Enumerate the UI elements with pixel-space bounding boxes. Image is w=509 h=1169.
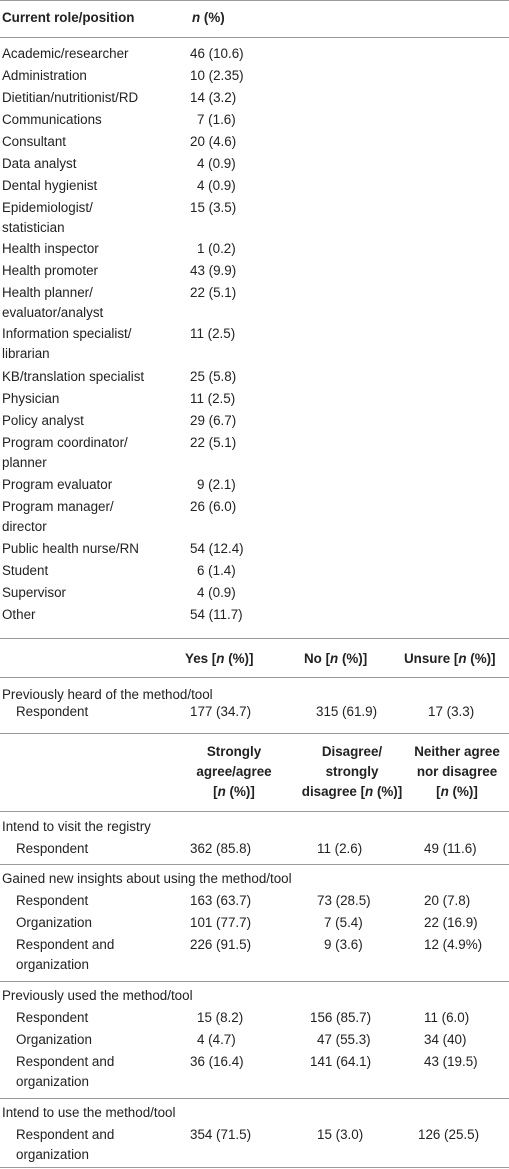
role-value: 11 (2.5) <box>190 326 236 341</box>
agreement-section-title: Intend to use the method/tool <box>2 1105 176 1120</box>
agreement-row-disagree: 141 (64.1) <box>310 1054 372 1069</box>
agreement-row-disagree: 15 (3.0) <box>317 1127 364 1142</box>
agreement-row-label: Respondent and <box>16 937 115 952</box>
role-value: 22 (5.1) <box>190 435 237 450</box>
agreement-row-agree: 4 (4.7) <box>197 1032 236 1047</box>
disagree-header-pct: (%)] <box>373 784 403 799</box>
role-label-cont: statistician <box>2 220 65 235</box>
role-label: Policy analyst <box>2 413 84 428</box>
table-rule-top <box>0 0 509 1</box>
agreement-row-label: Respondent and <box>16 1054 115 1069</box>
roles-header-n: n <box>192 10 201 25</box>
agreement-row-label: Organization <box>16 915 92 930</box>
roles-header-n-pct <box>192 7 225 29</box>
agreement-row-label-cont: organization <box>16 1074 89 1089</box>
disagree-header-line2: strongly <box>325 764 379 779</box>
role-value: 29 (6.7) <box>190 413 237 428</box>
role-label: Academic/researcher <box>2 46 129 61</box>
role-label: Information specialist/ <box>2 326 132 341</box>
role-label: Supervisor <box>2 585 67 600</box>
heard-row-label: Respondent <box>16 704 89 719</box>
agreement-header-rule <box>0 811 509 812</box>
role-value: 54 (11.7) <box>190 607 243 622</box>
agreement-row-agree: 101 (77.7) <box>190 915 252 930</box>
role-label: Physician <box>2 391 60 406</box>
role-label: Program evaluator <box>2 477 113 492</box>
role-value: 14 (3.2) <box>190 90 237 105</box>
agree-header-line1: Strongly <box>206 744 262 759</box>
agreement-row-neither: 126 (25.5) <box>418 1127 480 1142</box>
role-label: Program manager/ <box>2 499 114 514</box>
agreement-row-label: Respondent and <box>16 1127 115 1142</box>
agreement-row-label: Respondent <box>16 893 89 908</box>
role-value: 15 (3.5) <box>190 200 237 215</box>
agree-header-line2: agree/agree <box>196 764 272 779</box>
role-label: Dietitian/nutritionist/RD <box>2 90 139 105</box>
role-label: Administration <box>2 68 87 83</box>
role-value: 4 (0.9) <box>197 178 236 193</box>
agreement-row-neither: 12 (4.9%) <box>424 937 483 952</box>
heard-header-unsure-text: Unsure [ <box>404 651 459 666</box>
agreement-row-agree: 163 (63.7) <box>190 893 252 908</box>
table-rule-bottom <box>0 1167 509 1168</box>
heard-header-unsure <box>404 648 496 670</box>
role-value: 9 (2.1) <box>197 477 236 492</box>
disagree-header-n: n <box>365 784 374 799</box>
agreement-row-disagree: 47 (55.3) <box>317 1032 371 1047</box>
role-value: 54 (12.4) <box>190 541 244 556</box>
role-label: Epidemiologist/ <box>2 200 93 215</box>
role-label-cont: director <box>2 519 47 534</box>
role-value: 4 (0.9) <box>197 156 236 171</box>
agree-header-line3 <box>176 782 292 802</box>
heard-header-no-text: No [ <box>304 651 331 666</box>
neither-header-bracket: [ <box>436 784 441 799</box>
agreement-section-title: Gained new insights about using the method/tool <box>2 871 292 886</box>
role-label: KB/translation specialist <box>2 369 145 384</box>
agreement-row-agree: 226 (91.5) <box>190 937 252 952</box>
role-value: 7 (1.6) <box>197 112 236 127</box>
role-label: Communications <box>2 112 102 127</box>
agreement-row-neither: 20 (7.8) <box>424 893 471 908</box>
heard-header-no-n: n <box>330 651 339 666</box>
role-value: 26 (6.0) <box>190 499 237 514</box>
agreement-row-label-cont: organization <box>16 1147 89 1162</box>
role-label: Consultant <box>2 134 67 149</box>
role-label: Public health nurse/RN <box>2 541 139 556</box>
neither-header-line2: nor disagree <box>416 764 498 779</box>
role-label: Data analyst <box>2 156 77 171</box>
agree-header-n: n <box>217 784 226 799</box>
role-value: 1 (0.2) <box>197 241 236 256</box>
heard-row-unsure: 17 (3.3) <box>428 704 475 719</box>
role-label-cont: librarian <box>2 346 50 361</box>
disagree-header-line3 <box>290 782 414 802</box>
heard-row-no: 315 (61.9) <box>316 704 378 719</box>
role-label: Health promoter <box>2 263 99 278</box>
agreement-row-label-cont: organization <box>16 957 89 972</box>
heard-section-title: Previously heard of the method/tool <box>2 687 213 702</box>
agreement-row-agree: 354 (71.5) <box>190 1127 252 1142</box>
heard-header-unsure-n: n <box>458 651 467 666</box>
disagree-header-word: disagree [ <box>301 784 366 799</box>
agreement-row-neither: 43 (19.5) <box>424 1054 478 1069</box>
heard-row-yes: 177 (34.7) <box>190 704 252 719</box>
agreement-section-title: Previously used the method/tool <box>2 988 193 1003</box>
role-label-cont: planner <box>2 455 47 470</box>
heard-header-no-suffix: (%)] <box>338 651 368 666</box>
role-label: Health planner/ <box>2 285 93 300</box>
heard-header-yes-suffix: (%)] <box>224 651 254 666</box>
agreement-row-neither: 11 (6.0) <box>424 1010 470 1025</box>
agreement-row-disagree: 73 (28.5) <box>317 893 371 908</box>
agreement-row-agree: 36 (16.4) <box>190 1054 244 1069</box>
role-label: Health inspector <box>2 241 99 256</box>
agreement-row-disagree: 156 (85.7) <box>310 1010 372 1025</box>
heard-header-yes-text: Yes [ <box>185 651 217 666</box>
agreement-row-label: Organization <box>16 1032 92 1047</box>
agreement-row-label: Respondent <box>16 1010 89 1025</box>
heard-header-unsure-suffix: (%)] <box>466 651 496 666</box>
roles-header-role: Current role/position <box>2 10 135 25</box>
role-label: Other <box>2 607 36 622</box>
role-value: 22 (5.1) <box>190 285 237 300</box>
roles-table-bottom-rule <box>0 638 509 639</box>
role-label: Dental hygienist <box>2 178 98 193</box>
section-divider <box>0 981 509 982</box>
role-value: 11 (2.5) <box>190 391 236 406</box>
agreement-row-disagree: 11 (2.6) <box>317 841 363 856</box>
role-label-cont: evaluator/analyst <box>2 305 104 320</box>
role-value: 20 (4.6) <box>190 134 237 149</box>
role-value: 10 (2.35) <box>190 68 244 83</box>
role-label: Student <box>2 563 49 578</box>
agreement-row-neither: 34 (40) <box>424 1032 467 1047</box>
agreement-row-label: Respondent <box>16 841 89 856</box>
neither-header-line1: Neither agree <box>414 744 500 759</box>
role-value: 43 (9.9) <box>190 263 237 278</box>
heard-header-rule <box>0 677 509 678</box>
agree-header-bracket: [ <box>213 784 218 799</box>
neither-header-n: n <box>440 784 449 799</box>
heard-header-yes-n: n <box>216 651 225 666</box>
disagree-header-line1: Disagree/ <box>321 744 383 759</box>
neither-header-pct: (%)] <box>448 784 478 799</box>
role-value: 25 (5.8) <box>190 369 237 384</box>
agreement-row-agree: 15 (8.2) <box>197 1010 244 1025</box>
agreement-row-agree: 362 (85.8) <box>190 841 252 856</box>
agreement-row-neither: 22 (16.9) <box>424 915 478 930</box>
neither-header-line3 <box>404 782 509 802</box>
heard-table-bottom-rule <box>0 733 509 734</box>
agree-header-pct: (%)] <box>225 784 255 799</box>
role-label: Program coordinator/ <box>2 435 128 450</box>
section-divider <box>0 1098 509 1099</box>
section-divider <box>0 864 509 865</box>
role-value: 6 (1.4) <box>197 563 236 578</box>
roles-header-rule <box>0 37 509 38</box>
role-value: 46 (10.6) <box>190 46 244 61</box>
agreement-row-disagree: 9 (3.6) <box>324 937 363 952</box>
agreement-row-neither: 49 (11.6) <box>424 841 477 856</box>
roles-header-pct: (%) <box>200 10 225 25</box>
agreement-section-title: Intend to visit the registry <box>2 819 151 834</box>
heard-header-yes <box>185 648 253 670</box>
role-value: 4 (0.9) <box>197 585 236 600</box>
heard-header-no <box>304 648 367 670</box>
agreement-row-disagree: 7 (5.4) <box>324 915 363 930</box>
